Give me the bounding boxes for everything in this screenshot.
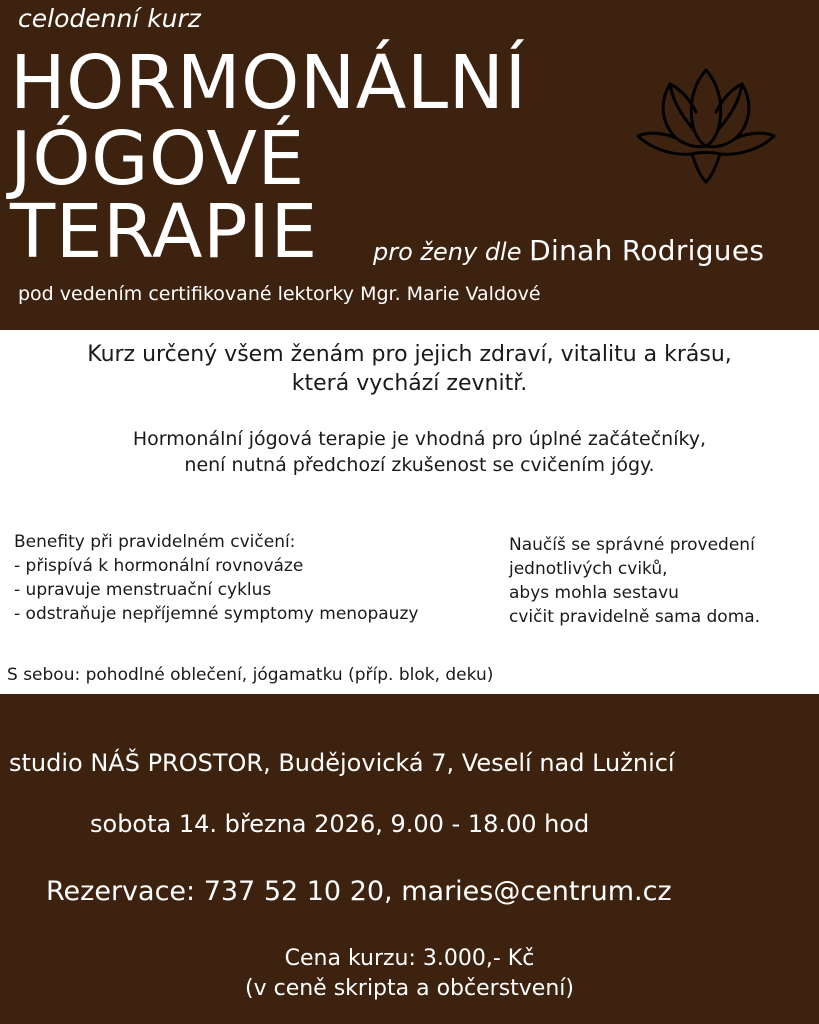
course-price: Cena kurzu: 3.000,- Kč [284,946,535,971]
learn-line: Naučíš se správné provedení [509,535,755,555]
title-line-3: TERAPIE [10,189,318,275]
title-line-1: HORMONÁLNÍ [10,40,527,126]
learn-text [509,533,760,629]
list-item: - upravuje menstruační cyklus [14,580,272,600]
intro-line-1: Kurz určený všem ženám pro jejich zdraví, vitalitu a krásu, [87,342,732,367]
list-item: - přispívá k hormonální rovnováze [14,556,304,576]
suitability-line-2: není nutná předchozí zkušenost se cvičením jógy. [184,454,655,476]
venue-address: studio NÁŠ PROSTOR, Budějovická 7, Veselí nad Lužnicí [9,749,675,777]
benefits-list [14,530,418,626]
price-block [0,944,819,1004]
intro-text [0,340,819,398]
lecturer-line [18,283,541,305]
reservation-contact: Rezervace: 737 52 10 20, maries@centrum.cz [46,876,672,907]
bring-along-text: S sebou: pohodlné oblečení, jógamatku (příp. blok, deku) [7,665,494,685]
course-date: sobota 14. března 2026, 9.00 - 18.00 hod [90,810,590,838]
learn-line: cvičit pravidelně sama doma. [509,607,761,627]
intro-line-2: která vychází zevnitř. [291,371,528,396]
for-women-line [373,234,764,267]
suitability-line-1: Hormonální jógová terapie je vhodná pro úplné začátečníky, [132,428,707,450]
for-women-prefix: pro ženy dle [373,238,530,266]
title-line-2: JÓGOVÉ [10,116,305,202]
learn-line: abys mohla sestavu [509,583,679,603]
author-name: Dinah Rodrigues [529,234,765,267]
learn-line: jednotlivých cviků, [509,559,668,579]
lotus-icon [636,60,776,184]
price-note: (v ceně skripta a občerstvení) [245,976,574,1001]
suitability-text [0,426,819,478]
course-subtitle: celodenní kurz [18,4,201,33]
list-item: - odstraňuje nepříjemné symptomy menopauzy [14,604,419,624]
lecturer-name: Mgr. Marie Valdové [360,283,541,305]
lecturer-prefix: pod vedením certifikované lektorky [18,283,361,305]
benefits-title: Benefity při pravidelném cvičení: [14,532,296,552]
